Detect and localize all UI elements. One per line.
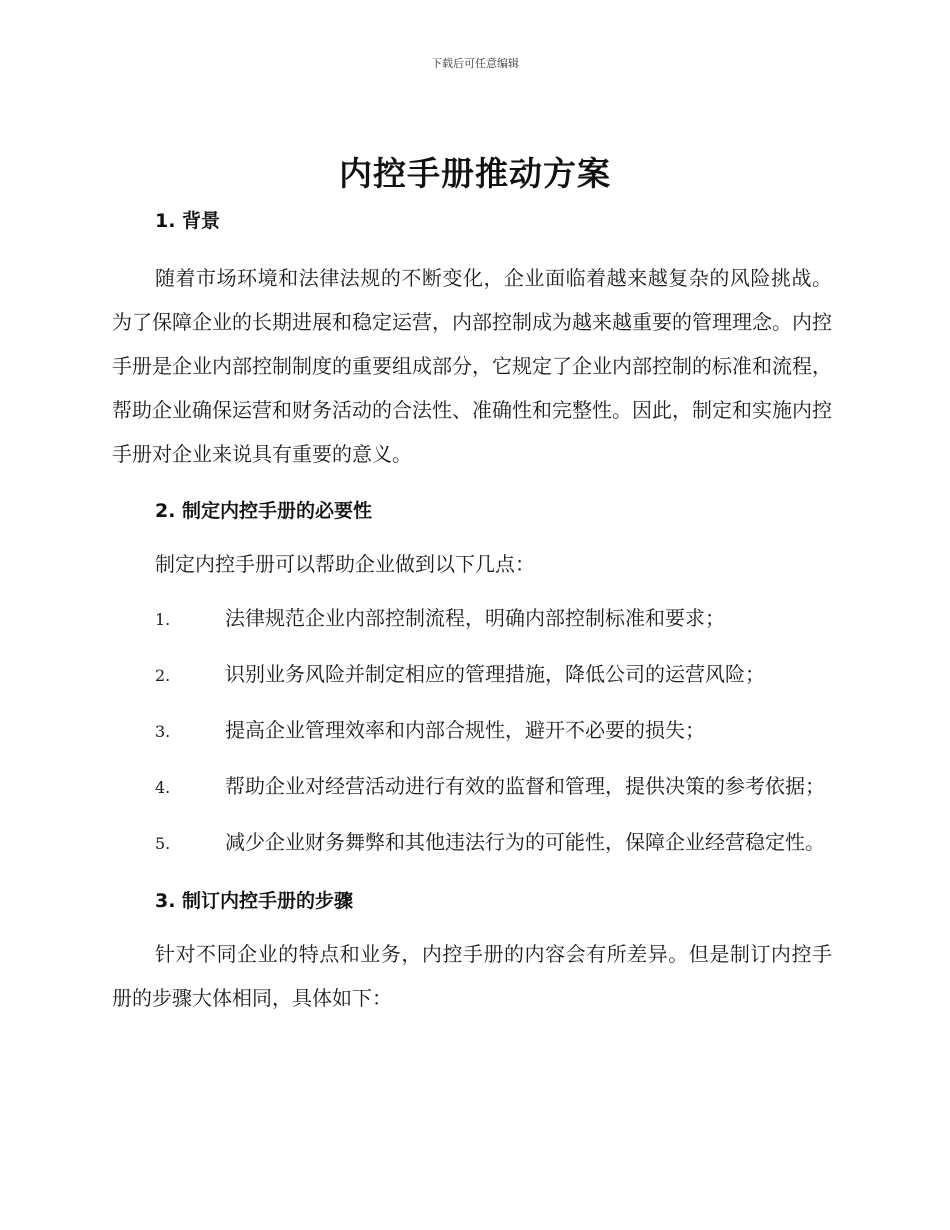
list-number: 1. bbox=[155, 610, 171, 629]
list-text: 提高企业管理效率和内部合规性，避开不必要的损失； bbox=[225, 718, 705, 742]
document-title: 内控手册推动方案 bbox=[339, 154, 611, 193]
list-number: 2. bbox=[155, 666, 171, 685]
list-text: 减少企业财务舞弊和其他违法行为的可能性，保障企业经营稳定性。 bbox=[225, 830, 825, 854]
list-item bbox=[112, 652, 832, 698]
list-number: 3. bbox=[155, 722, 171, 741]
list-text: 识别业务风险并制定相应的管理措施，降低公司的运营风险； bbox=[225, 662, 765, 686]
list-number: 4. bbox=[155, 778, 171, 797]
steps-paragraph: 针对不同企业的特点和业务，内控手册的内容会有所差异。但是制订内控手册的步骤大体相同，具体如下： bbox=[112, 942, 832, 1010]
section-heading-steps: 3. 制订内控手册的步骤 bbox=[155, 890, 354, 912]
list-item bbox=[112, 764, 832, 810]
list-text: 法律规范企业内部控制流程，明确内部控制标准和要求； bbox=[225, 606, 725, 630]
list-item bbox=[112, 820, 832, 866]
section-heading-necessity: 2. 制定内控手册的必要性 bbox=[155, 500, 373, 522]
list-text: 帮助企业对经营活动进行有效的监督和管理，提供决策的参考依据； bbox=[225, 774, 825, 798]
background-paragraph: 随着市场环境和法律法规的不断变化，企业面临着越来越复杂的风险挑战。为了保障企业的长期进展和稳定运营，内部控制成为越来越重要的管理理念。内控手册是企业内部控制制度的重要组成部分，它规定了企业内部控制的标准和流程，帮助企业确保运营和财务活动的合法性、准确性和完整性。因此，制定和实施内控手册对企业来说具有重要的意义。 bbox=[112, 266, 832, 466]
section-heading-background: 1. 背景 bbox=[155, 210, 221, 232]
list-item bbox=[112, 596, 832, 642]
header-note: 下载后可任意编辑 bbox=[431, 57, 519, 70]
necessity-intro: 制定内控手册可以帮助企业做到以下几点： bbox=[155, 552, 535, 576]
list-item bbox=[112, 708, 832, 754]
list-number: 5. bbox=[155, 834, 171, 853]
document-body bbox=[112, 200, 832, 1020]
